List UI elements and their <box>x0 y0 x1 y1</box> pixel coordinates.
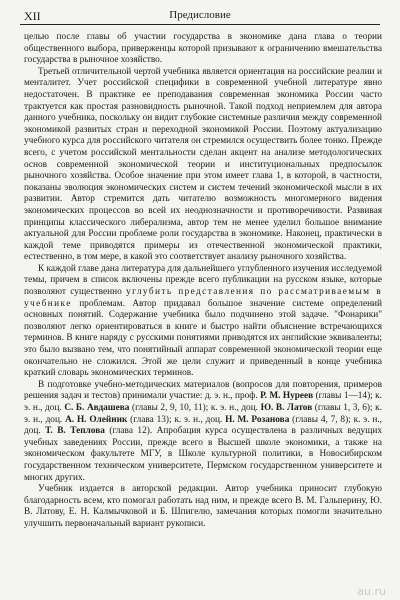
paragraph-4-text: В подготовке учебно-методических материалов (вопросов для повторения, примеров решения задач и тестов) принимали участие: д. э. н., проф. <box>24 379 382 402</box>
paragraph-4 <box>24 380 382 484</box>
paragraph-4-text: (глава 13); к. э. н., доц. <box>127 414 226 425</box>
running-title: Предисловие <box>169 9 231 21</box>
paragraph-5: Учебник издается в авторской редакции. Автор учебника приносит глубокую благодарность всем, кто помогал работать над ним, и прежде всего В. М. Гальперину, Ю. В. Латову, Е. Н. Калмычковой и Б. Шпигелю, замечания которых помогли значительно улучшить первоначальный вариант рукописи. <box>24 484 382 529</box>
paragraph-4-text: (главы 4, 7, 8); к. э. н., доц. <box>24 414 382 437</box>
paragraph-1: целью после главы об участии государства в экономике дана глава о теории общественного выбора, приверженцы которой призывают к ограничению вмешательства государства в рыночное хозяйство. <box>24 32 382 66</box>
paragraph-2: Третьей отличительной чертой учебника является ориентация на российские реалии и менталитет. Учет российской специфики в современной учебной литературе явно недостаточен. В практике ее преподавания современная экономика России часто трактуется как простая разновидность рыночной. Такой подход неприемлем для автора данного учебника, поскольку он видит глубокие системные различия между современной экономикой развитых стран и переходной экономикой России. Поэтому актуализацию учебного курса для российского читателя он стремился осуществить более тонко. Прежде всего, с учетом российской ментальности сделан акцент на анализе методологических основ современной экономической теории и институциональных предпосылок рыночного хозяйства. Особое значение при этом имеет глава 1, в которой, в частности, показаны эволюция экономических систем и систем течений экономической мысли в их развитии. Автор стремится дать читателю возможность многомерного видения экономических процессов во всей их неоднозначности и противоречивости. Развивая принципы классического либерализма, автор тем не менее уделил большое внимание актуальной для России проблеме роли государства в экономике. Наконец, практически в каждой теме приводятся примеры из отечественной экономической практики, естественно, в том мере, в какой это соответствует анализу рыночного хозяйства. <box>24 66 382 263</box>
paragraph-3 <box>24 264 382 380</box>
paragraph-4-text: (главы 1—14); к. э. н., доц. <box>24 391 383 413</box>
paragraph-3-spaced: углубить представления по рассматриваемым в учебнике <box>24 287 382 309</box>
paragraph-4-text: (глава 12). Апробация курса осуществлена в различных ведущих учебных заведениях России, прежде всего в Высшей школе экономики, а также на экономическом факультете МГУ, в Школе культурной политики, в Новосибирском государственном техническом университете, Пермском государственном университете и многих других. <box>24 426 382 483</box>
author-name: А. Н. Олейник <box>65 414 128 425</box>
author-name: Р. М. Нуреев <box>260 391 314 402</box>
author-name: Ю. В. Латов <box>260 403 313 413</box>
page-body <box>24 32 382 531</box>
paragraph-3-part-1: К каждой главе дана литература для дальнейшего углубленного изучения исследуемой темы, причем в список включены прежде всего публикации на русском языке, которые позволяют существенно <box>24 263 382 298</box>
author-name: Т. В. Теплова <box>45 426 105 437</box>
author-name: С. Б. Авдашева <box>64 403 130 413</box>
watermark: au.ru <box>357 585 386 598</box>
paragraph-4-text: (главы 2, 9, 10, 11); к. э. н., доц. <box>129 403 261 413</box>
paragraph-3-part-2: проблемам. Автор придавал большое значение системе определений основных понятий. Содержание учебника было подчинено этой задаче. "Фонарики" позволяют легко ориентироваться в книге и быстро найти объяснение встречающихся терминов. В книге наряду с русскими понятиями приводятся их английские эквиваленты; это было вызвано тем, что понятийный аппарат современной экономической теории еще окончательно не сложился. Этой же цели служит и приведенный в конце учебника краткий словарь экономических терминов. <box>24 298 382 379</box>
author-name: Н. М. Розанова <box>225 414 290 425</box>
paragraph-4-text: (главы 1, 3, 6); к. э. н., доц. <box>24 403 383 425</box>
page-header <box>20 8 380 25</box>
page-number: XII <box>24 9 41 23</box>
